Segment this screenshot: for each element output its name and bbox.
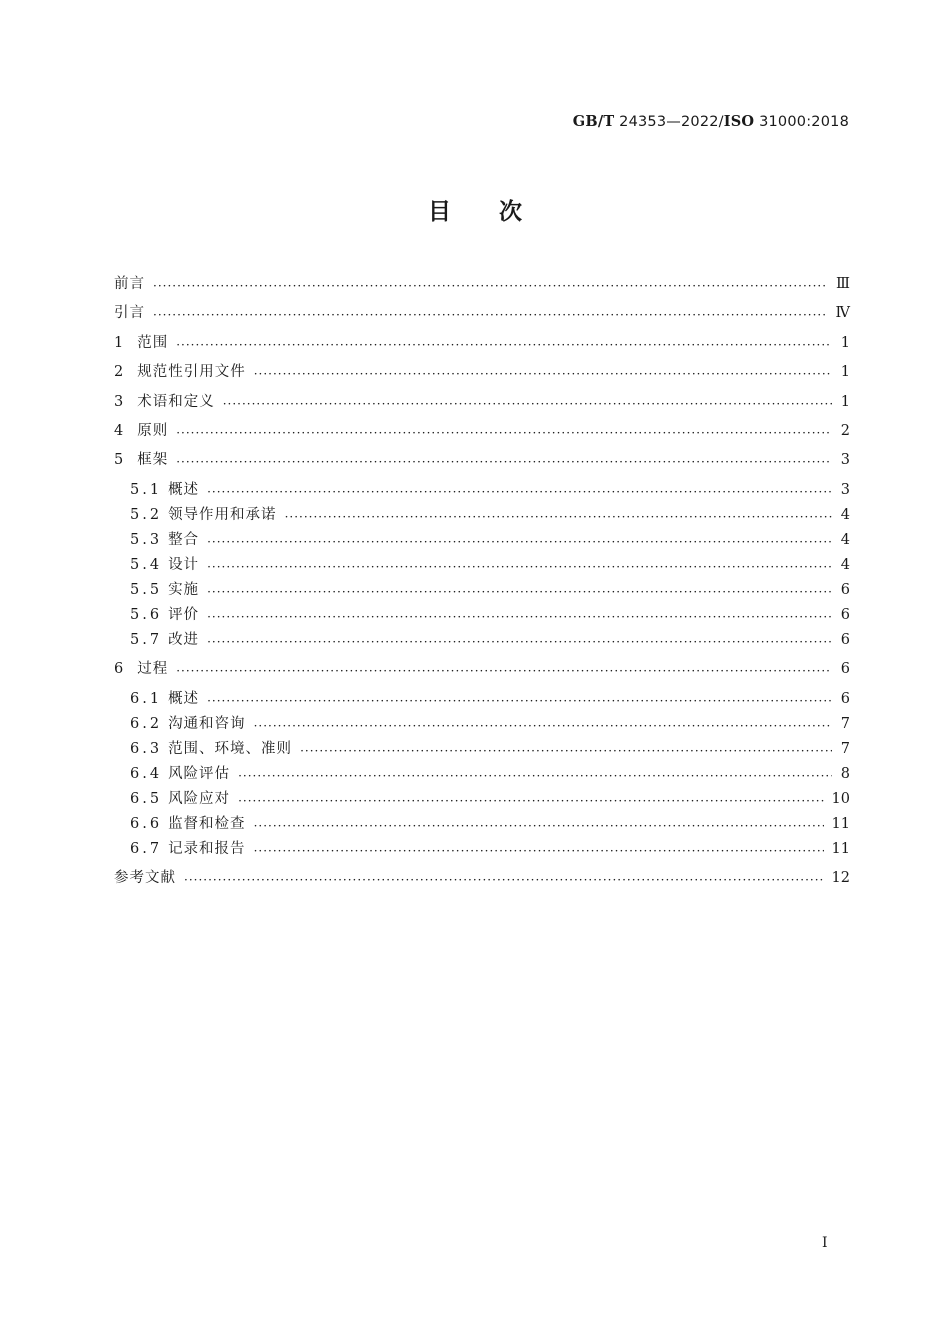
toc-entry[interactable] bbox=[114, 578, 850, 602]
toc-entry-page: 4 bbox=[840, 557, 850, 573]
toc-entry[interactable] bbox=[114, 687, 850, 711]
toc-entry-label bbox=[114, 478, 199, 502]
toc-entry-number: 5.3 bbox=[130, 532, 163, 548]
toc-entry[interactable] bbox=[114, 553, 850, 577]
toc-entry[interactable] bbox=[114, 837, 850, 861]
toc-entry-page: 2 bbox=[840, 423, 850, 439]
toc-entry[interactable] bbox=[114, 478, 850, 502]
toc-entry-title: 概述 bbox=[168, 482, 200, 498]
toc-entry-label bbox=[114, 603, 199, 627]
toc-entry-title: 范围、环境、准则 bbox=[168, 741, 293, 757]
toc-entry-title: 前言 bbox=[114, 276, 145, 292]
toc-leader-dots bbox=[285, 507, 832, 527]
standard-iso-number: 31000:2018 bbox=[759, 114, 849, 130]
toc-entry-number: 6.2 bbox=[130, 716, 163, 732]
toc-leader-dots bbox=[153, 305, 828, 325]
toc-entry-page: 11 bbox=[831, 816, 850, 832]
toc-entry-page: 6 bbox=[840, 582, 850, 598]
toc-entry-title: 领导作用和承诺 bbox=[168, 507, 277, 523]
toc-entry[interactable] bbox=[114, 272, 850, 296]
toc-entry[interactable] bbox=[114, 603, 850, 627]
toc-entry-number: 4 bbox=[114, 423, 124, 439]
toc-entry[interactable] bbox=[114, 657, 850, 681]
toc-entry[interactable] bbox=[114, 528, 850, 552]
toc-entry-label bbox=[114, 419, 168, 443]
toc-leader-dots bbox=[176, 661, 832, 681]
toc-entry-label bbox=[114, 837, 246, 861]
toc-entry[interactable] bbox=[114, 503, 850, 527]
toc-entry-page: 1 bbox=[840, 364, 850, 380]
title-char-2: 次 bbox=[499, 199, 522, 225]
toc-entry[interactable] bbox=[114, 360, 850, 384]
toc-leader-dots bbox=[153, 276, 828, 296]
toc-entry-page: 7 bbox=[840, 716, 850, 732]
toc-entry-title: 整合 bbox=[168, 532, 200, 548]
toc-entry[interactable] bbox=[114, 712, 850, 736]
page-title bbox=[0, 193, 950, 226]
toc-leader-dots bbox=[254, 716, 832, 736]
toc-entry-page: 1 bbox=[840, 335, 850, 351]
toc-entry-label bbox=[114, 787, 230, 811]
toc-entry-number: 6.7 bbox=[130, 841, 163, 857]
toc-entry-label bbox=[114, 301, 145, 325]
toc-entry-number: 6 bbox=[114, 661, 124, 677]
toc-leader-dots bbox=[207, 607, 832, 627]
toc-entry-label bbox=[114, 812, 246, 836]
toc-entry-label bbox=[114, 448, 168, 472]
toc-leader-dots bbox=[207, 482, 832, 502]
toc-entry-page: 12 bbox=[831, 870, 850, 886]
toc-entry-label bbox=[114, 503, 277, 527]
toc-leader-dots bbox=[207, 691, 832, 711]
toc-leader-dots bbox=[254, 816, 824, 836]
toc-entry-label bbox=[114, 628, 199, 652]
toc-entry-page: 6 bbox=[840, 661, 850, 677]
toc-entry-label bbox=[114, 553, 199, 577]
toc-entry-title: 引言 bbox=[114, 305, 145, 321]
toc-entry-number: 3 bbox=[114, 394, 124, 410]
toc-entry-page: 6 bbox=[840, 632, 850, 648]
toc-leader-dots bbox=[207, 632, 832, 652]
toc-entry-page: 1 bbox=[840, 394, 850, 410]
toc-leader-dots bbox=[207, 582, 832, 602]
toc-entry-label bbox=[114, 390, 215, 414]
title-char-1: 目 bbox=[428, 199, 451, 225]
toc-entry-number: 5.4 bbox=[130, 557, 163, 573]
toc-entry-title: 过程 bbox=[137, 661, 169, 677]
toc-entry-label bbox=[114, 331, 168, 355]
page-folio: Ⅰ bbox=[822, 1235, 828, 1251]
toc-entry-label bbox=[114, 578, 199, 602]
toc-entry-page: 8 bbox=[840, 766, 850, 782]
toc-entry-number: 1 bbox=[114, 335, 124, 351]
toc-leader-dots bbox=[207, 532, 832, 552]
toc-leader-dots bbox=[300, 741, 832, 761]
toc-entry-number: 5.1 bbox=[130, 482, 163, 498]
toc-leader-dots bbox=[184, 870, 824, 890]
toc-leader-dots bbox=[176, 423, 832, 443]
toc-entry-page: Ⅲ bbox=[836, 276, 850, 292]
toc-entry-number: 2 bbox=[114, 364, 124, 380]
toc-entry-number: 6.1 bbox=[130, 691, 163, 707]
toc-leader-dots bbox=[223, 394, 832, 414]
toc-entry-page: 7 bbox=[840, 741, 850, 757]
standard-iso: ISO bbox=[723, 113, 755, 130]
toc-entry-page: 6 bbox=[840, 607, 850, 623]
toc-entry-title: 术语和定义 bbox=[137, 394, 215, 410]
toc-entry-page: 3 bbox=[840, 482, 850, 498]
toc-entry-number: 6.6 bbox=[130, 816, 163, 832]
toc-entry[interactable] bbox=[114, 390, 850, 414]
standard-code bbox=[573, 113, 849, 130]
toc-entry-page: 3 bbox=[840, 452, 850, 468]
toc-entry-number: 5.7 bbox=[130, 632, 163, 648]
toc-entry-number: 6.5 bbox=[130, 791, 163, 807]
toc-entry-label bbox=[114, 866, 176, 890]
toc-entry-title: 监督和检查 bbox=[168, 816, 246, 832]
toc-entry-title: 规范性引用文件 bbox=[137, 364, 246, 380]
toc-leader-dots bbox=[254, 364, 832, 384]
toc-entry-title: 参考文献 bbox=[114, 870, 176, 886]
toc-entry-number: 5.6 bbox=[130, 607, 163, 623]
toc-entry-label bbox=[114, 712, 246, 736]
toc-entry[interactable] bbox=[114, 419, 850, 443]
toc-entry-number: 5.2 bbox=[130, 507, 163, 523]
toc-entry[interactable] bbox=[114, 301, 850, 325]
toc-entry-title: 评价 bbox=[168, 607, 200, 623]
toc-entry-label bbox=[114, 360, 246, 384]
toc-entry[interactable] bbox=[114, 866, 850, 890]
toc-leader-dots bbox=[176, 452, 832, 472]
toc-entry-number: 6.4 bbox=[130, 766, 163, 782]
toc-entry-title: 概述 bbox=[168, 691, 200, 707]
toc-entry-title: 框架 bbox=[137, 452, 169, 468]
toc-entry[interactable] bbox=[114, 812, 850, 836]
toc-leader-dots bbox=[238, 766, 832, 786]
toc-entry-page: 6 bbox=[840, 691, 850, 707]
toc-entry[interactable] bbox=[114, 448, 850, 472]
toc-entry-page: 4 bbox=[840, 507, 850, 523]
toc-leader-dots bbox=[207, 557, 832, 577]
toc-entry-title: 风险评估 bbox=[168, 766, 231, 782]
toc-leader-dots bbox=[176, 335, 832, 355]
toc-entry-title: 风险应对 bbox=[168, 791, 231, 807]
toc-entry-label bbox=[114, 687, 199, 711]
toc-entry-label bbox=[114, 762, 230, 786]
toc-entry-number: 5.5 bbox=[130, 582, 163, 598]
toc-leader-dots bbox=[254, 841, 824, 861]
toc-entry-number: 5 bbox=[114, 452, 124, 468]
toc-entry-label bbox=[114, 272, 145, 296]
toc-entry-page: 10 bbox=[831, 791, 850, 807]
standard-prefix: GB/T bbox=[572, 113, 615, 130]
toc-entry-page: Ⅳ bbox=[835, 305, 850, 321]
toc-entry-title: 范围 bbox=[137, 335, 169, 351]
toc-entry-title: 设计 bbox=[168, 557, 200, 573]
toc-entry[interactable] bbox=[114, 762, 850, 786]
toc-entry[interactable] bbox=[114, 331, 850, 355]
toc-entry-number: 6.3 bbox=[130, 741, 163, 757]
toc-entry-page: 4 bbox=[840, 532, 850, 548]
toc-entry[interactable] bbox=[114, 628, 850, 652]
toc-entry-title: 原则 bbox=[137, 423, 169, 439]
toc-entry-title: 沟通和咨询 bbox=[168, 716, 246, 732]
toc-entry-label bbox=[114, 737, 292, 761]
toc-entry[interactable] bbox=[114, 737, 850, 761]
toc-entry-title: 实施 bbox=[168, 582, 200, 598]
toc-entry-title: 记录和报告 bbox=[168, 841, 246, 857]
toc-entry-label bbox=[114, 528, 199, 552]
toc-entry-title: 改进 bbox=[168, 632, 200, 648]
toc-entry[interactable] bbox=[114, 787, 850, 811]
toc-entry-page: 11 bbox=[831, 841, 850, 857]
toc-leader-dots bbox=[238, 791, 823, 811]
standard-number: 24353—2022/ bbox=[619, 114, 724, 130]
toc-entry-label bbox=[114, 657, 168, 681]
